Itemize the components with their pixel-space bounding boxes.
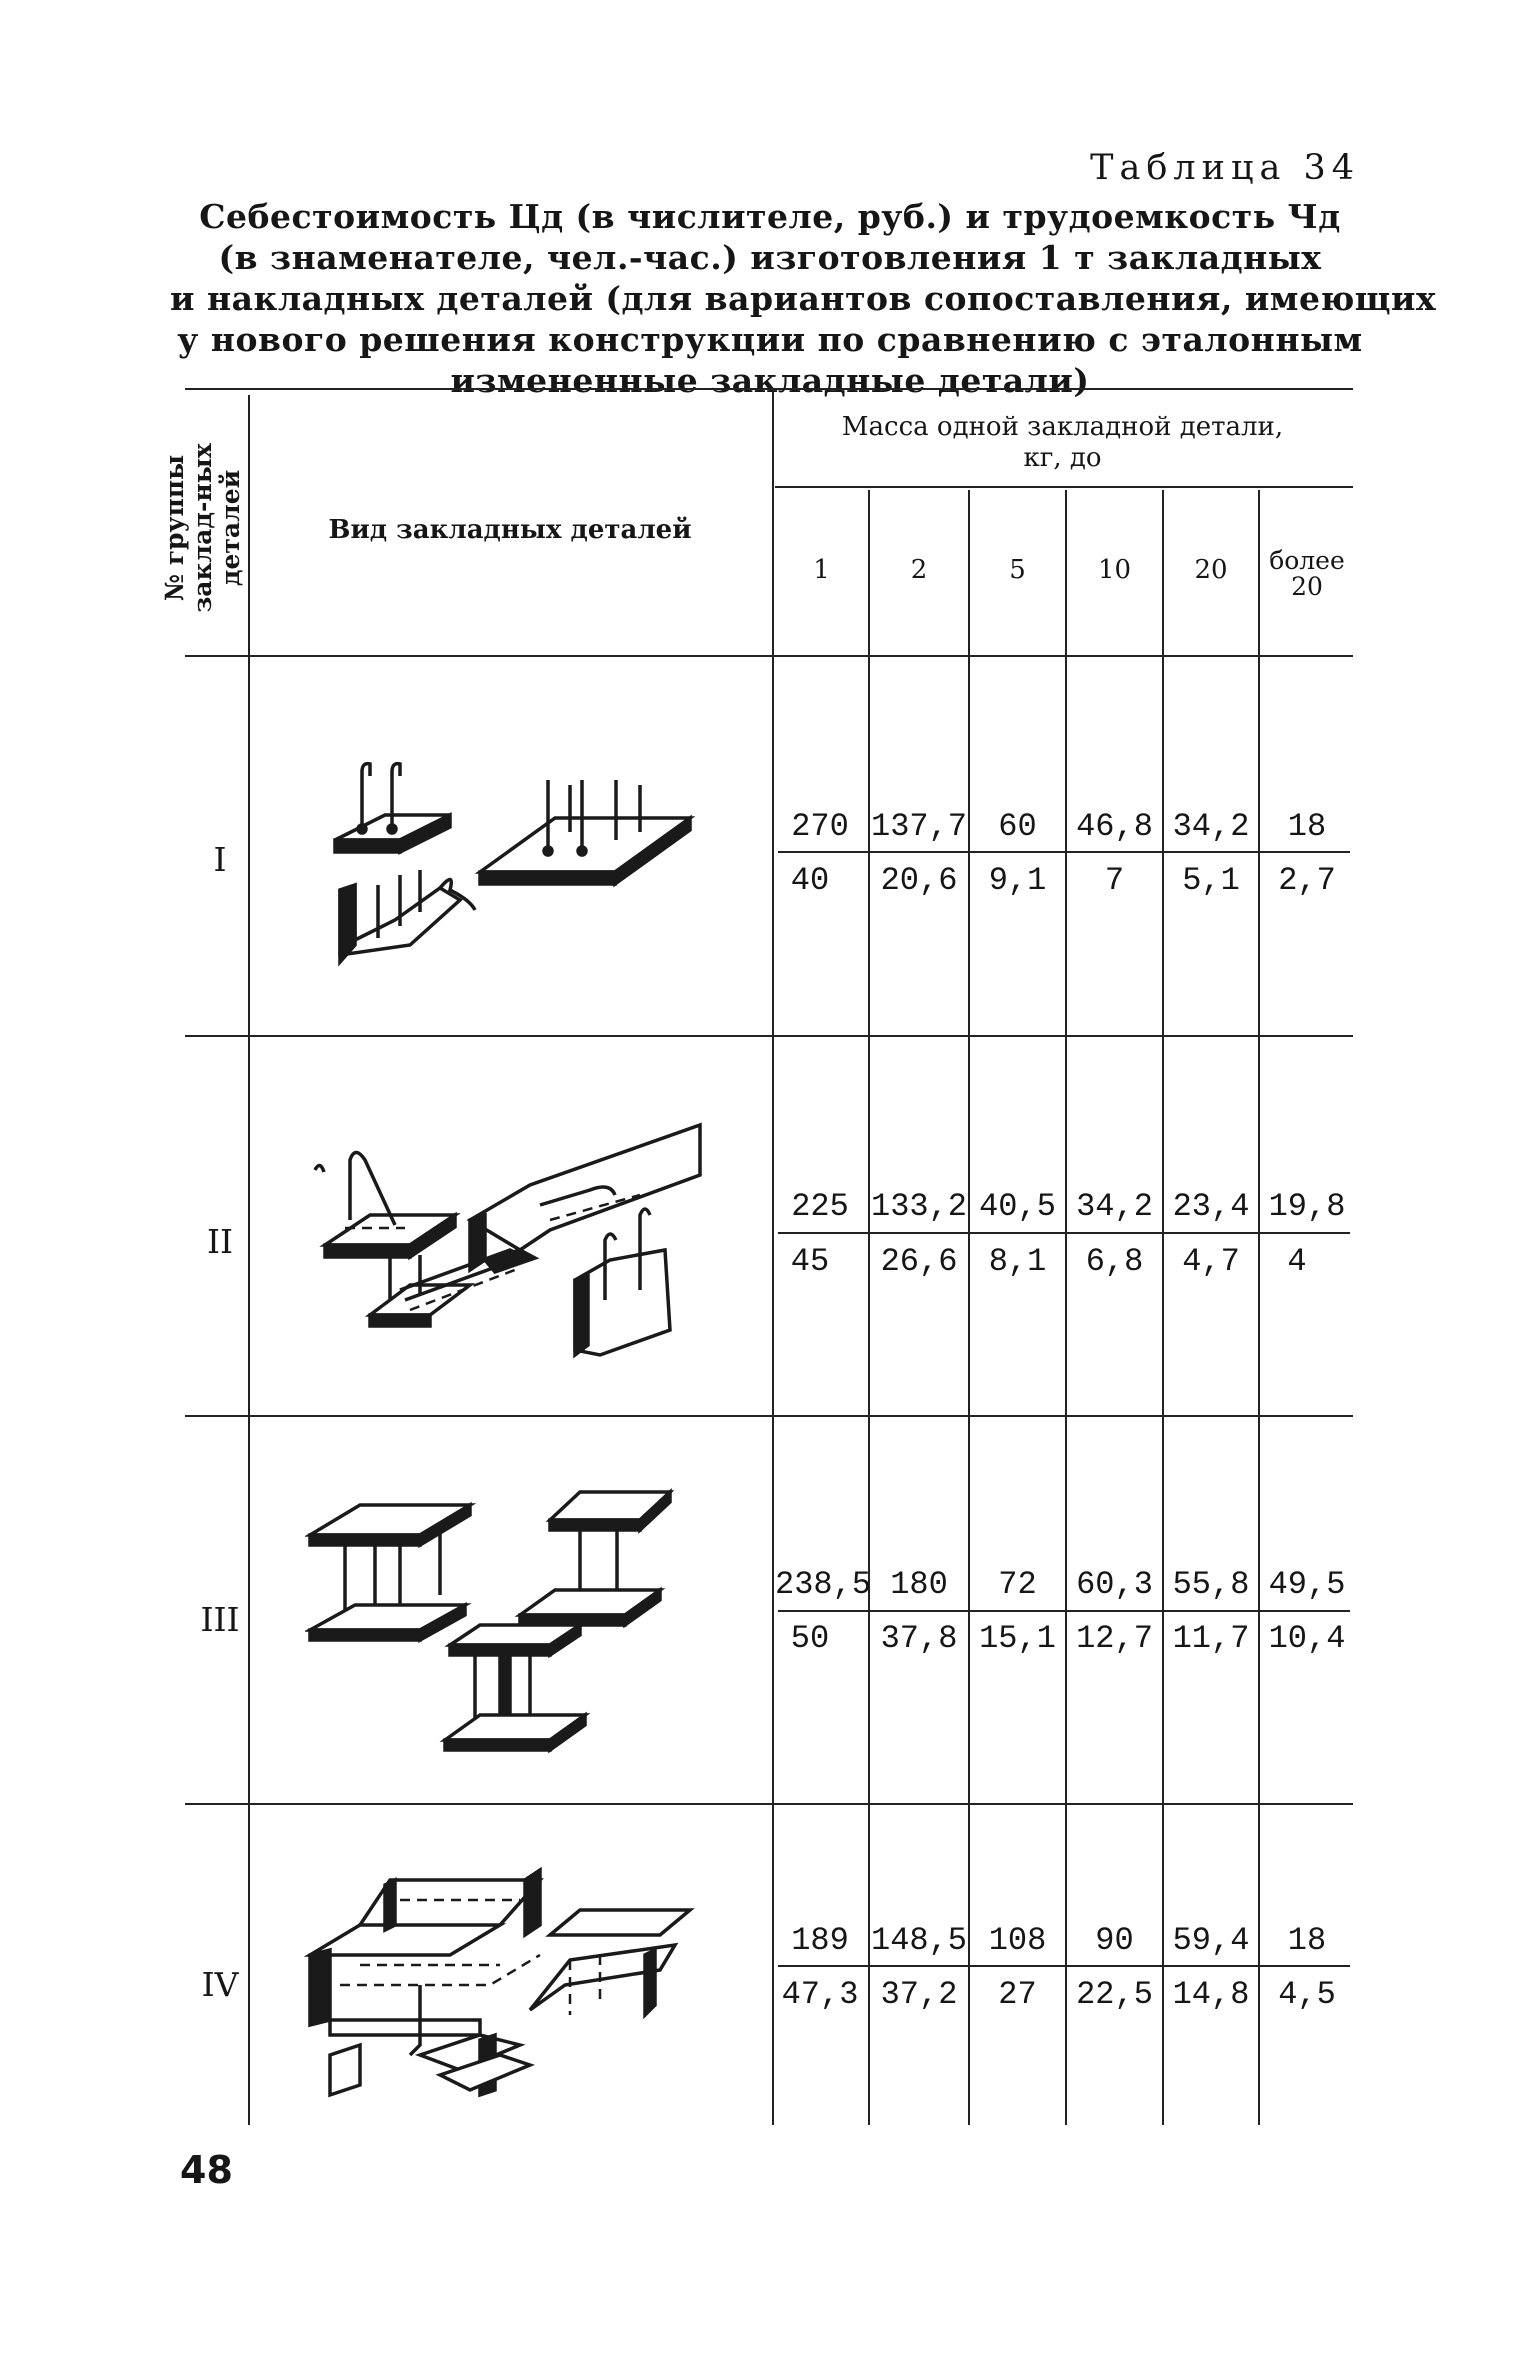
cost-cell: 18 [1287, 808, 1327, 845]
col-header-1: 1 [813, 555, 830, 585]
kind-header: Вид закладных деталей [328, 515, 692, 545]
cost-cell: 72 [998, 1566, 1037, 1603]
caption-line: и накладных деталей (для вариантов сопоставления, имеющих [170, 279, 1437, 318]
cost-cell: 19,8 [1268, 1188, 1346, 1225]
cost-cell: 59,4 [1172, 1922, 1250, 1959]
caption-line: у нового решения конструкции по сравнению с эталонным [177, 320, 1363, 359]
labor-cell: 20,6 [880, 862, 958, 899]
labor-cell: 45 [790, 1243, 830, 1280]
embedded-parts-group-1-illustration [300, 740, 720, 980]
labor-cell: 7 [1104, 862, 1125, 899]
table-label: Таблица 34 [1090, 148, 1360, 188]
labor-cell: 4,7 [1182, 1243, 1240, 1280]
cost-cell: 46,8 [1076, 808, 1153, 845]
col-rule [1065, 490, 1067, 2125]
col-rule [1162, 490, 1164, 2125]
cost-cell: 238,5 [775, 1566, 872, 1603]
cost-cell: 60 [998, 808, 1037, 845]
group-label-4: IV [201, 1965, 239, 2004]
mass-header-unit: кг, до [1023, 443, 1102, 473]
cost-cell: 137,7 [870, 808, 967, 845]
col-rule [1258, 490, 1260, 2125]
fraction-bar [778, 851, 1350, 853]
labor-cell: 9,1 [988, 862, 1047, 899]
embedded-parts-group-2-illustration [310, 1100, 730, 1375]
labor-cell: 5,1 [1182, 862, 1240, 899]
cost-cell: 108 [988, 1922, 1047, 1959]
labor-cell: 4,5 [1278, 1976, 1336, 2013]
cost-cell: 49,5 [1268, 1566, 1346, 1603]
labor-cell: 11,7 [1172, 1620, 1250, 1657]
cost-cell: 40,5 [979, 1188, 1056, 1225]
row-rule [185, 1803, 1353, 1805]
group-label-1: I [213, 840, 227, 879]
cost-cell: 180 [890, 1566, 948, 1603]
cost-cell: 60,3 [1076, 1566, 1153, 1603]
cost-cell: 148,5 [870, 1922, 967, 1959]
caption-line: измененные закладные детали) [450, 361, 1090, 400]
table-caption [170, 196, 1437, 401]
cost-cell: 34,2 [1172, 808, 1250, 845]
labor-cell: 12,7 [1076, 1620, 1153, 1657]
labor-cell: 4 [1287, 1243, 1307, 1280]
fraction-bar [778, 1965, 1350, 1967]
labor-cell: 37,8 [880, 1620, 958, 1657]
cost-cell: 18 [1287, 1922, 1327, 1959]
table-top-rule [185, 388, 1353, 390]
header-bottom-rule [185, 655, 1353, 657]
group-label-2: II [206, 1222, 234, 1261]
cost-cell: 133,2 [870, 1188, 967, 1225]
col-header-2: 2 [910, 555, 928, 585]
embedded-parts-group-4-illustration [300, 1845, 720, 2105]
mass-header-text: Масса одной закладной детали, [841, 412, 1284, 442]
row-rule [185, 1035, 1353, 1037]
labor-cell: 26,6 [880, 1243, 958, 1280]
mass-header-rule [775, 486, 1353, 488]
cost-cell: 34,2 [1076, 1188, 1153, 1225]
cost-cell: 189 [791, 1922, 849, 1959]
page-number: 48 [180, 2148, 233, 2192]
labor-cell: 50 [790, 1620, 830, 1657]
col-header-20: 20 [1194, 555, 1228, 585]
group-label-3: III [200, 1600, 240, 1639]
fraction-bar [778, 1610, 1350, 1612]
labor-cell: 2,7 [1278, 862, 1336, 899]
labor-cell: 22,5 [1076, 1976, 1153, 2013]
group-number-header: № группы заклад-ных деталей [159, 442, 245, 613]
cost-cell: 55,8 [1172, 1566, 1250, 1603]
labor-cell: 8,1 [988, 1243, 1047, 1280]
embedded-parts-group-3-illustration [305, 1470, 685, 1770]
col-rule [868, 490, 870, 2125]
col-header-5: 5 [1009, 555, 1026, 585]
col-rule [968, 490, 970, 2125]
cost-cell: 270 [791, 808, 849, 845]
caption-line: (в знаменателе, чел.-час.) изготовления 1 т закладных [218, 238, 1322, 277]
labor-cell: 6,8 [1085, 1243, 1144, 1280]
labor-cell: 37,2 [880, 1976, 958, 2013]
cost-cell: 23,4 [1172, 1188, 1250, 1225]
mass-header [775, 412, 1350, 474]
cost-cell: 90 [1095, 1922, 1134, 1959]
col-rule [772, 388, 774, 2125]
labor-cell: 10,4 [1268, 1620, 1346, 1657]
row-rule [185, 1415, 1353, 1417]
col-header-10: 10 [1097, 555, 1132, 585]
labor-cell: 14,8 [1172, 1976, 1250, 2013]
labor-cell: 15,1 [979, 1620, 1056, 1657]
cost-cell: 225 [791, 1188, 849, 1225]
labor-cell: 47,3 [781, 1976, 859, 2013]
labor-cell: 27 [998, 1976, 1037, 2013]
col-header-more-20: более 20 [1269, 546, 1345, 601]
fraction-bar [778, 1232, 1350, 1234]
caption-line: Себестоимость Цд (в числителе, руб.) и трудоемкость Чд [199, 197, 1341, 236]
labor-cell: 40 [790, 862, 830, 899]
